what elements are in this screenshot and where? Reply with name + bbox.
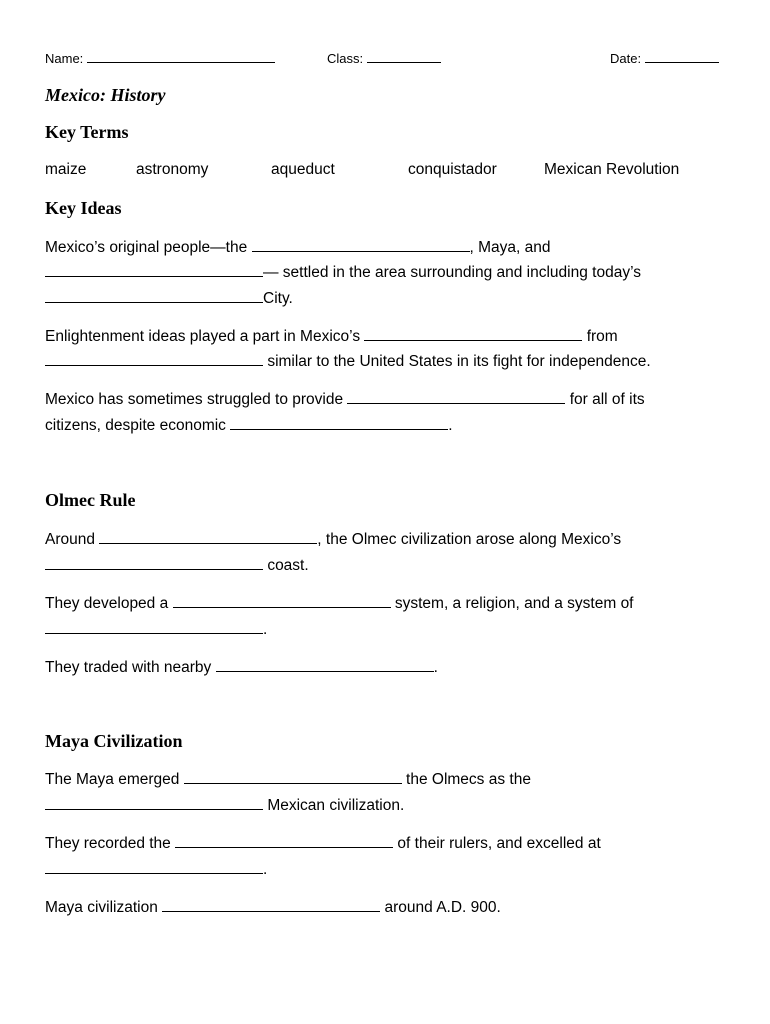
fill-in-blank[interactable] xyxy=(45,351,263,366)
sentence-line: coast. xyxy=(45,555,309,575)
fill-in-blank[interactable] xyxy=(99,529,317,544)
key-term: Mexican Revolution xyxy=(544,161,680,178)
name-blank[interactable] xyxy=(87,48,275,63)
page-title: Mexico: History xyxy=(45,85,166,105)
sentence-line: They recorded the of their rulers, and excelled at xyxy=(45,835,601,852)
sentence-line: Maya civilization around A.D. 900. xyxy=(45,899,501,916)
class-line xyxy=(327,48,441,66)
date-line xyxy=(610,48,719,66)
sentence-line: City. xyxy=(45,288,293,308)
sentence-line: Mexican civilization. xyxy=(45,795,404,815)
name-line xyxy=(45,48,275,66)
sentence-line: . xyxy=(45,859,267,879)
name-label: Name: xyxy=(45,51,84,66)
key-term: aqueduct xyxy=(271,161,335,178)
sentence-line: They traded with nearby . xyxy=(45,659,438,676)
sentence-line: The Maya emerged the Olmecs as the xyxy=(45,771,531,788)
key-terms-heading: Key Terms xyxy=(45,122,129,142)
fill-in-blank[interactable] xyxy=(162,897,380,912)
sentence-line: Mexico’s original people—the , Maya, and xyxy=(45,239,551,256)
fill-in-blank[interactable] xyxy=(45,619,263,634)
fill-in-blank[interactable] xyxy=(45,288,263,303)
fill-in-blank[interactable] xyxy=(230,415,448,430)
sentence-line: Enlightenment ideas played a part in Mexico’s from xyxy=(45,328,618,345)
date-label: Date: xyxy=(610,51,642,66)
sentence-line: Around , the Olmec civilization arose along Mexico’s xyxy=(45,531,622,548)
sentence-line: citizens, despite economic . xyxy=(45,417,453,434)
fill-in-blank[interactable] xyxy=(173,593,391,608)
fill-in-blank[interactable] xyxy=(347,389,565,404)
date-blank[interactable] xyxy=(645,48,719,63)
maya-civilization-heading: Maya Civilization xyxy=(45,731,183,751)
sentence-line: . xyxy=(45,619,267,639)
sentence-line: They developed a system, a religion, and a system of xyxy=(45,595,634,612)
key-term: conquistador xyxy=(408,161,497,178)
fill-in-blank[interactable] xyxy=(252,237,470,252)
fill-in-blank[interactable] xyxy=(216,657,434,672)
sentence-line: Mexico has sometimes struggled to provide for all of its xyxy=(45,391,645,408)
class-label: Class: xyxy=(327,51,364,66)
fill-in-blank[interactable] xyxy=(45,859,263,874)
fill-in-blank[interactable] xyxy=(175,833,393,848)
class-blank[interactable] xyxy=(367,48,441,63)
key-term: astronomy xyxy=(136,161,209,178)
olmec-rule-heading: Olmec Rule xyxy=(45,490,136,510)
fill-in-blank[interactable] xyxy=(45,555,263,570)
fill-in-blank[interactable] xyxy=(45,262,263,277)
key-term: maize xyxy=(45,161,87,178)
fill-in-blank[interactable] xyxy=(364,326,582,341)
fill-in-blank[interactable] xyxy=(45,795,263,810)
sentence-line: similar to the United States in its fight for independence. xyxy=(45,351,651,371)
fill-in-blank[interactable] xyxy=(184,769,402,784)
key-ideas-heading: Key Ideas xyxy=(45,198,122,218)
sentence-line: — settled in the area surrounding and including today’s xyxy=(45,262,641,282)
